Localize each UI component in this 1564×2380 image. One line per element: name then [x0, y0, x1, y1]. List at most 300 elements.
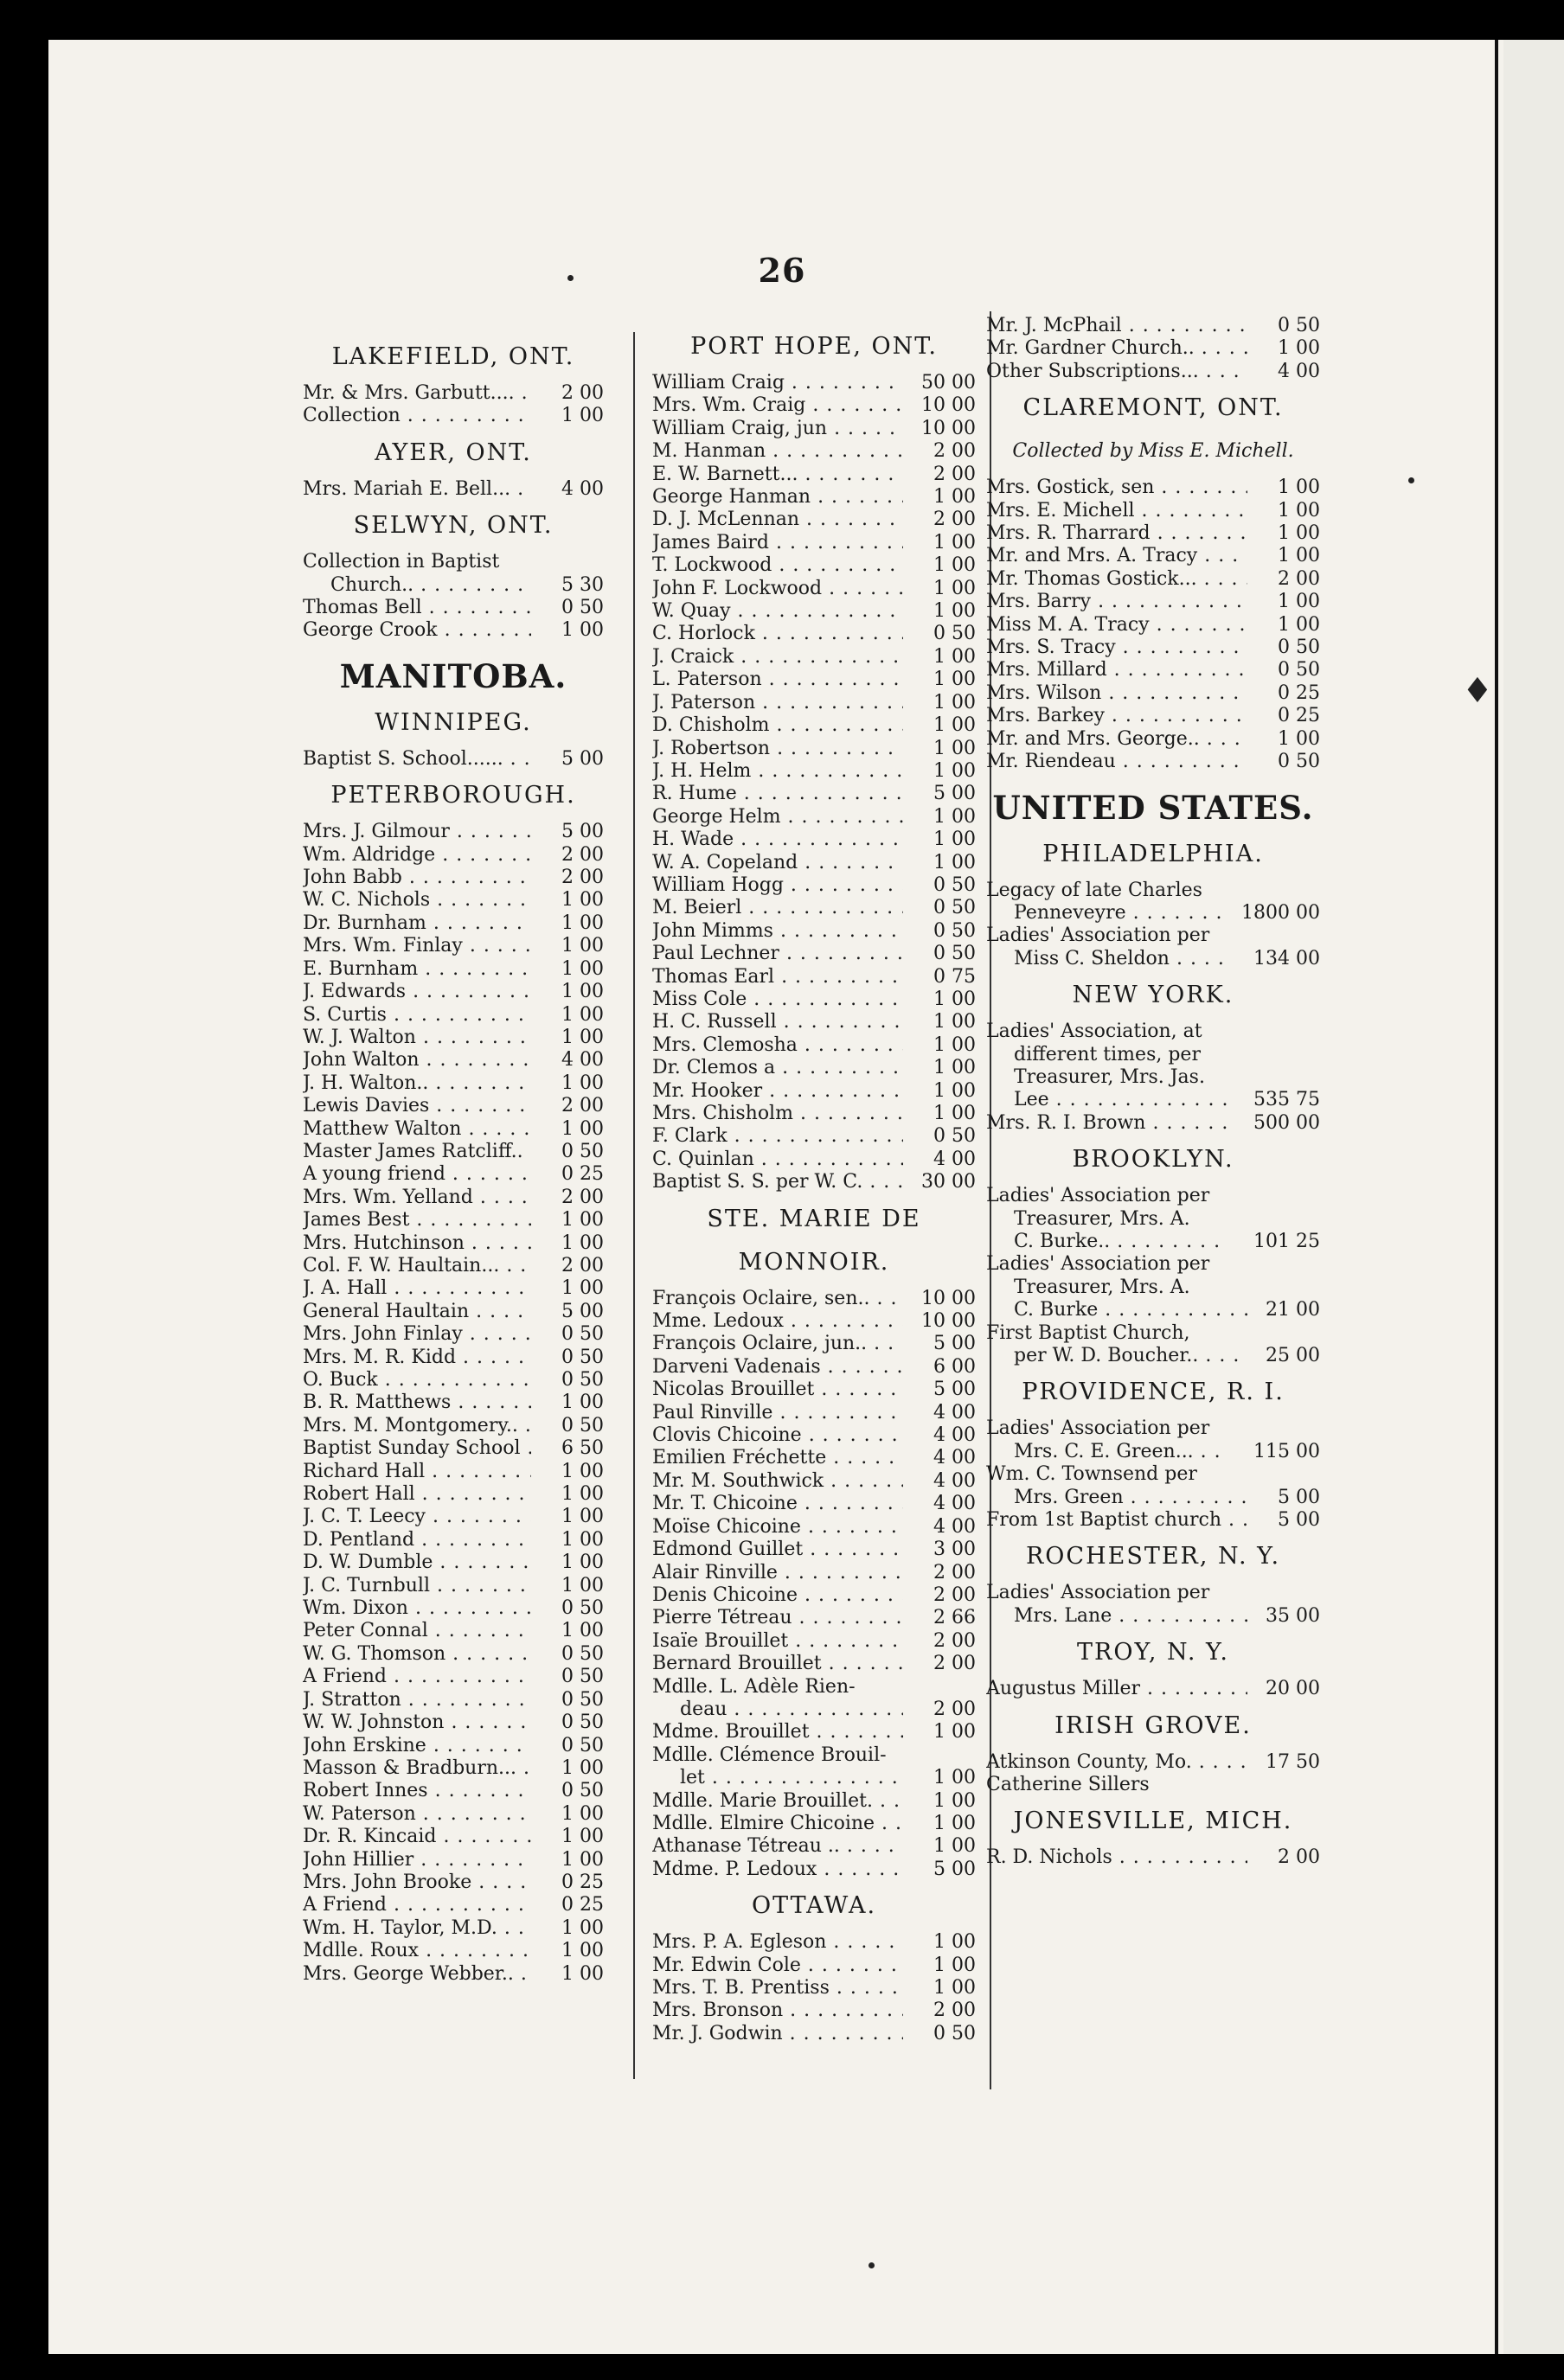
- subscriber-name: Baptist S. S. per W. C. . . .: [652, 1171, 903, 1193]
- subscription-amount: 1 00: [1278, 727, 1320, 750]
- subscriber-name: L. Paterson . . .: [652, 669, 903, 691]
- subscriber-name: James Best . . .: [303, 1209, 531, 1232]
- subscriber-name: William Hogg . . .: [652, 874, 903, 897]
- subscriber-entry: [652, 738, 976, 760]
- subscriber-name: Catherine Sillers: [986, 1774, 1150, 1796]
- subscriber-name: Mrs. M. Montgomery.. . . .: [303, 1415, 531, 1437]
- subscription-amount: 2 00: [561, 1254, 604, 1276]
- subscriber-entry: [303, 1849, 604, 1871]
- subscriber-entry: [986, 614, 1320, 637]
- subscription-amount: 1 00: [561, 1392, 604, 1414]
- subscriber-name: Isaïe Brouillet . . .: [652, 1630, 903, 1653]
- subscriber-name: Thomas Earl . . .: [652, 966, 903, 988]
- subscriber-name: Ladies' Association per: [986, 1185, 1210, 1207]
- subscriber-entry: [652, 1080, 976, 1103]
- subscriber-name: Mr. and Mrs. A. Tracy . . .: [986, 545, 1247, 567]
- subscription-amount: 4 00: [561, 477, 604, 500]
- subscription-amount: 0 50: [561, 1597, 604, 1620]
- subscriber-entry: [986, 880, 1320, 902]
- subscriber-entry: [303, 1666, 604, 1688]
- subscriber-name: Mrs. S. Tracy . . .: [986, 637, 1247, 659]
- subscriber-entry: [986, 1185, 1320, 1207]
- subscriber-entry: [652, 760, 976, 783]
- subscription-amount: 2 00: [933, 1583, 976, 1606]
- subscriber-entry: [303, 981, 604, 1003]
- subscriber-name: Paul Lechner . . .: [652, 943, 903, 965]
- subscription-amount: 1 00: [933, 669, 976, 691]
- subscription-amount: 2 00: [933, 509, 976, 531]
- subscription-amount: 1 00: [561, 935, 604, 957]
- subscription-amount: 2 00: [561, 867, 604, 889]
- subscription-amount: 20 00: [1266, 1678, 1320, 1700]
- subscriber-name: Other Subscriptions... . . .: [986, 361, 1247, 383]
- subscriber-entry: [303, 405, 604, 427]
- subscriber-entry: [986, 1846, 1320, 1869]
- subscriber-name: R. D. Nichols . . .: [986, 1846, 1247, 1869]
- subscriber-name: different times, per: [1014, 1043, 1201, 1065]
- subscription-amount: 1 00: [561, 1483, 604, 1506]
- subscription-amount: 5 00: [1278, 1509, 1320, 1532]
- subscriber-name: W. W. Johnston . . .: [303, 1711, 531, 1734]
- subscriber-name: Ladies' Association per: [986, 1582, 1210, 1604]
- subscription-amount: 1 00: [933, 1767, 976, 1789]
- subscriber-name: A Friend . . .: [303, 1666, 531, 1688]
- subscription-amount: 0 50: [561, 1346, 604, 1368]
- subscriber-entry: [986, 1276, 1320, 1299]
- subscriber-name: Mrs. T. B. Prentiss . . .: [652, 1977, 903, 1999]
- subscriber-entry: [303, 1027, 604, 1049]
- subscriber-name: E. Burnham . . .: [303, 958, 531, 981]
- subscriber-name: Masson & Bradburn... . . .: [303, 1757, 531, 1780]
- subscriber-entry: [652, 1790, 976, 1813]
- subscription-amount: 10 00: [921, 1310, 976, 1333]
- subscriber-entry: [303, 1369, 604, 1392]
- subscription-amount: 2 00: [933, 1698, 976, 1720]
- subscription-amount: 0 50: [1278, 659, 1320, 681]
- subscriber-name: Mr. and Mrs. George.. . . .: [986, 728, 1247, 751]
- section-heading: PROVIDENCE, R. I.: [1022, 1379, 1285, 1406]
- subscription-amount: 0 25: [1278, 681, 1320, 704]
- subscription-amount: 0 50: [561, 1642, 604, 1665]
- subscriber-entry: [652, 1607, 976, 1629]
- subscriber-entry: [986, 1020, 1320, 1043]
- subscription-amount: 0 50: [561, 1734, 604, 1756]
- subscriber-name: M. Hanman . . .: [652, 440, 903, 463]
- subscriber-entry: [652, 966, 976, 988]
- facing-page-strip: [1503, 40, 1564, 2354]
- subscription-amount: 1 00: [561, 619, 604, 642]
- subscriber-entry: [303, 1757, 604, 1780]
- subscriber-entry: [986, 1509, 1320, 1532]
- subscriber-entry: [303, 1301, 604, 1323]
- subscriber-entry: [303, 1232, 604, 1255]
- subscriber-entry: [303, 1620, 604, 1642]
- subscriber-entry: [986, 522, 1320, 545]
- subscriber-name: J. H. Helm . . .: [652, 760, 903, 783]
- subscriber-entry: [303, 1643, 604, 1666]
- subscription-amount: 1 00: [933, 1721, 976, 1743]
- subscription-amount: 5 00: [933, 1333, 976, 1355]
- subscriber-name: Mdlle. L. Adèle Rien-: [652, 1675, 856, 1698]
- subscriber-name: John Hillier . . .: [303, 1849, 531, 1871]
- subscription-amount: 1 00: [933, 805, 976, 828]
- subscriber-name: Mr. T. Chicoine . . .: [652, 1493, 903, 1515]
- subscription-amount: 0 50: [933, 897, 976, 919]
- subscription-amount: 4 00: [1278, 360, 1320, 382]
- subscription-amount: 4 00: [933, 1424, 976, 1447]
- subscriber-entry: [652, 669, 976, 691]
- subscriber-name: John F. Lockwood . . .: [652, 578, 903, 600]
- subscriber-entry: [652, 372, 976, 394]
- subscriber-name: Mrs. J. Gilmour . . .: [303, 821, 531, 843]
- subscriber-entry: [652, 554, 976, 577]
- subscription-amount: 0 75: [933, 965, 976, 988]
- subscriber-name: Lee . . .: [986, 1089, 1228, 1111]
- subscriber-entry: [303, 889, 604, 912]
- subscriber-entry: [303, 1506, 604, 1528]
- subscriber-name: Paul Rinville . . .: [652, 1402, 903, 1424]
- subscription-amount: 0 50: [1278, 751, 1320, 773]
- subscriber-entry: [652, 1310, 976, 1333]
- subscriber-name: D. Chisholm . . .: [652, 714, 903, 737]
- subscriber-name: Wm. C. Townsend per: [986, 1463, 1197, 1486]
- subscriber-name: Legacy of late Charles: [986, 879, 1202, 901]
- subscription-amount: 1 00: [933, 1057, 976, 1079]
- subscriber-name: Mme. Ledoux . . .: [652, 1310, 903, 1333]
- subscriber-name: Mrs. Mariah E. Bell... . . .: [303, 478, 531, 501]
- subscriber-name: Baptist Sunday School . . .: [303, 1437, 531, 1460]
- subscriber-entry: [303, 1597, 604, 1620]
- subscriber-entry: [303, 1072, 604, 1095]
- subscriber-entry: [986, 1605, 1320, 1628]
- subscription-amount: 115 00: [1253, 1440, 1320, 1462]
- subscription-amount: 0 25: [561, 1894, 604, 1916]
- subscription-amount: 4 00: [933, 1447, 976, 1469]
- subscriber-entry: [652, 464, 976, 486]
- subscriber-name: F. Clark . . .: [652, 1125, 903, 1148]
- section-heading: NEW YORK.: [1072, 982, 1234, 1009]
- subscriber-name: O. Buck . . .: [303, 1369, 531, 1392]
- subscriber-name: Athanase Tétreau .. . . .: [652, 1835, 903, 1858]
- subscriber-entry: [652, 2023, 976, 2045]
- subscription-amount: 2 00: [1278, 567, 1320, 590]
- subscriber-name: Mrs. Barry . . .: [986, 591, 1247, 613]
- subscriber-entry: [652, 1699, 976, 1721]
- subscriber-entry: [303, 1392, 604, 1414]
- subscription-amount: 10 00: [921, 1287, 976, 1309]
- subscriber-entry: [652, 1171, 976, 1193]
- subscriber-name: D. J. McLennan . . .: [652, 509, 903, 531]
- subscriber-entry: [303, 1826, 604, 1848]
- subscriber-name: Mrs. Bronson . . .: [652, 1999, 903, 2022]
- subscriber-entry: [652, 1125, 976, 1148]
- subscriber-entry: [986, 1345, 1320, 1367]
- subscriber-entry: [986, 1299, 1320, 1321]
- subscription-amount: 1 00: [561, 1916, 604, 1939]
- subscription-amount: 2 00: [933, 463, 976, 485]
- subscriber-name: Dr. Clemos a . . .: [652, 1057, 903, 1079]
- subscription-amount: 1 00: [561, 405, 604, 427]
- subscriber-entry: [986, 1322, 1320, 1345]
- subscriber-entry: [652, 1148, 976, 1171]
- subscription-amount: 2 00: [561, 843, 604, 866]
- subscription-amount: 134 00: [1253, 947, 1320, 969]
- subscription-amount: 1 00: [1278, 337, 1320, 360]
- subscription-amount: 1 00: [933, 1835, 976, 1858]
- subscriber-name: Col. F. W. Haultain... . . .: [303, 1255, 531, 1277]
- subscriber-name: Ladies' Association per: [986, 1253, 1210, 1276]
- subscriber-entry: [303, 1871, 604, 1894]
- subscription-amount: 1 00: [561, 1528, 604, 1551]
- subscriber-entry: [986, 1678, 1320, 1700]
- subscriber-entry: [303, 597, 604, 619]
- subscriber-entry: [652, 897, 976, 919]
- subscription-amount: 0 25: [561, 1871, 604, 1893]
- subscriber-name: W. A. Copeland . . .: [652, 852, 903, 874]
- subscriber-name: W. G. Thomson . . .: [303, 1643, 531, 1666]
- subscription-amount: 0 50: [561, 1414, 604, 1436]
- subscriber-name: Mrs. Gostick, sen . . .: [986, 477, 1247, 499]
- subscription-amount: 1 00: [561, 1117, 604, 1140]
- subscriber-entry: [652, 874, 976, 897]
- subscriber-name: Clovis Chicoine . . .: [652, 1424, 903, 1447]
- subscriber-entry: [303, 1347, 604, 1369]
- subscriber-name: J. H. Walton.. . . .: [303, 1072, 531, 1095]
- subscriber-entry: [652, 1034, 976, 1057]
- subscriber-entry: [303, 1049, 604, 1072]
- subscriber-entry: [986, 1441, 1320, 1463]
- subscription-amount: 10 00: [921, 394, 976, 417]
- subscriber-entry: [303, 1415, 604, 1437]
- subscription-amount: 1 00: [561, 1848, 604, 1871]
- subscriber-entry: [303, 1483, 604, 1506]
- section-heading: UNITED STATES.: [992, 788, 1314, 827]
- subscriber-name: J. A. Hall . . .: [303, 1277, 531, 1300]
- subscription-amount: 2 00: [561, 1186, 604, 1208]
- subscriber-entry: [986, 1231, 1320, 1253]
- subscriber-entry: [652, 1999, 976, 2022]
- subscriber-name: Penneveyre . . .: [986, 902, 1228, 924]
- subscription-amount: 2 00: [933, 1629, 976, 1652]
- subscriber-entry: [303, 1187, 604, 1209]
- section-heading: BROOKLYN.: [1072, 1146, 1234, 1174]
- subscriber-entry: [986, 637, 1320, 659]
- subscriber-entry: [986, 315, 1320, 337]
- subscriber-name: Wm. H. Taylor, M.D. . . .: [303, 1917, 531, 1940]
- subscription-amount: 17 50: [1266, 1750, 1320, 1773]
- subscriber-name: François Oclaire, sen.. . . .: [652, 1288, 903, 1310]
- subscription-amount: 1 00: [561, 1802, 604, 1825]
- column-rule: [633, 332, 635, 2079]
- subscription-amount: 1 00: [561, 1209, 604, 1232]
- subscriber-name: W. Paterson . . .: [303, 1803, 531, 1826]
- subscriber-name: Treasurer, Mrs. A.: [1014, 1207, 1190, 1230]
- subscriber-name: C. Horlock . . .: [652, 623, 903, 645]
- subscription-amount: 535 75: [1253, 1089, 1320, 1111]
- subscriber-name: Mrs. Wm. Yelland . . .: [303, 1187, 531, 1209]
- subscriber-entry: [652, 1630, 976, 1653]
- subscriber-entry: [652, 806, 976, 829]
- section-heading: CLAREMONT, ONT.: [1022, 394, 1284, 422]
- section-heading: STE. MARIE DE: [707, 1205, 921, 1232]
- subscriber-entry: [303, 935, 604, 957]
- subscriber-entry: [652, 1562, 976, 1584]
- subscription-amount: 1 00: [933, 1011, 976, 1033]
- subscriber-name: Peter Connal . . .: [303, 1620, 531, 1642]
- subscriber-name: Collection in Baptist: [303, 551, 500, 573]
- section-heading: MANITOBA.: [339, 656, 567, 695]
- subscriber-name: General Haultain . . .: [303, 1301, 531, 1323]
- subscription-amount: 1 00: [561, 912, 604, 934]
- subscriber-entry: [986, 924, 1320, 947]
- subscriber-name: H. C. Russell . . .: [652, 1011, 903, 1033]
- subscriber-name: Lewis Davies . . .: [303, 1095, 531, 1117]
- subscription-amount: 0 50: [561, 597, 604, 619]
- subscription-amount: 5 00: [933, 1379, 976, 1401]
- subscriber-entry: [986, 1463, 1320, 1486]
- subscription-amount: 1 00: [561, 1003, 604, 1026]
- subscription-amount: 5 00: [933, 1858, 976, 1880]
- subscription-amount: 1 00: [933, 1954, 976, 1976]
- subscription-amount: 1 00: [933, 1789, 976, 1812]
- subscription-amount: 0 50: [561, 1711, 604, 1734]
- subscriber-entry: [303, 1551, 604, 1574]
- subscriber-entry: [986, 361, 1320, 383]
- section-heading: AYER, ONT.: [375, 438, 532, 466]
- subscriber-entry: [986, 1582, 1320, 1604]
- subscription-amount: 0 50: [933, 919, 976, 942]
- subscription-amount: 1 00: [1278, 477, 1320, 499]
- subscription-amount: 10 00: [921, 417, 976, 439]
- subscriber-entry: [986, 1751, 1320, 1774]
- subscription-amount: 1 00: [933, 737, 976, 759]
- subscription-amount: 1 00: [561, 889, 604, 912]
- subscription-amount: 0 50: [1278, 315, 1320, 336]
- subscriber-entry: [652, 1493, 976, 1515]
- subscriber-name: First Baptist Church,: [986, 1321, 1190, 1344]
- subscriber-entry: [652, 394, 976, 417]
- ink-blot: ♦: [1462, 671, 1493, 711]
- subscriber-name: William Craig . . .: [652, 372, 903, 394]
- subscriber-name: per W. D. Boucher.. . . .: [986, 1345, 1247, 1367]
- subscription-amount: 1 00: [561, 1620, 604, 1642]
- subscription-amount: 0 50: [561, 1369, 604, 1391]
- subscriber-entry: [652, 532, 976, 554]
- section-heading: PETERBOROUGH.: [330, 782, 576, 809]
- subscriber-entry: [986, 1112, 1320, 1135]
- subscriber-entry: [652, 943, 976, 965]
- subscriber-entry: [652, 1539, 976, 1561]
- subscription-amount: 5 00: [561, 1300, 604, 1322]
- subscriber-name: Moïse Chicoine . . .: [652, 1516, 903, 1539]
- subscriber-name: Wm. Aldridge . . .: [303, 844, 531, 867]
- subscription-amount: 3 00: [933, 1539, 976, 1561]
- subscriber-entry: [652, 1103, 976, 1125]
- subscriber-name: Mrs. R. I. Brown . . .: [986, 1112, 1228, 1135]
- subscriber-name: Denis Chicoine . . .: [652, 1584, 903, 1607]
- subscription-amount: 0 50: [561, 1688, 604, 1711]
- subscriber-entry: [303, 821, 604, 843]
- subscriber-name: Nicolas Brouillet . . .: [652, 1379, 903, 1401]
- subscriber-name: let . . .: [652, 1767, 903, 1789]
- subscription-amount: 0 25: [1278, 705, 1320, 727]
- subscriber-entry: [652, 1835, 976, 1858]
- subscriber-name: William Craig, jun . . .: [652, 418, 903, 440]
- subscription-amount: 1 00: [933, 1079, 976, 1102]
- subscriber-entry: [986, 1417, 1320, 1440]
- subscriber-entry: [303, 1141, 604, 1163]
- section-heading: Collected by Miss E. Michell.: [1012, 440, 1294, 463]
- subscriber-name: Mdme. P. Ledoux . . .: [652, 1859, 903, 1881]
- subscription-amount: 1 00: [561, 1826, 604, 1848]
- subscriber-name: Mr. Riendeau . . .: [986, 751, 1247, 773]
- subscription-amount: 5 00: [561, 747, 604, 770]
- subscription-amount: 0 50: [933, 873, 976, 896]
- subscription-amount: 25 00: [1266, 1345, 1320, 1366]
- section-heading-line2: MONNOIR.: [738, 1248, 890, 1276]
- subscriber-name: C. Burke . . .: [986, 1299, 1247, 1321]
- subscriber-name: Mr. J. McPhail . . .: [986, 315, 1247, 337]
- subscriber-entry: [303, 574, 604, 597]
- subscriber-entry: [986, 659, 1320, 681]
- subscriber-entry: [303, 1529, 604, 1551]
- subscriber-entry: [986, 948, 1320, 970]
- subscriber-name: Ladies' Association per: [986, 1417, 1210, 1440]
- subscriber-name: George Hanman . . .: [652, 486, 903, 509]
- subscriber-name: B. R. Matthews . . .: [303, 1392, 531, 1414]
- subscriber-name: Atkinson County, Mo. . . .: [986, 1751, 1247, 1774]
- subscriber-entry: [652, 1767, 976, 1789]
- subscriber-entry: [652, 486, 976, 509]
- section-heading: LAKEFIELD, ONT.: [331, 343, 575, 370]
- subscription-amount: 1 00: [561, 1072, 604, 1094]
- subscriber-name: François Oclaire, jun.. . . .: [652, 1333, 903, 1355]
- subscriber-name: J. Edwards . . .: [303, 981, 531, 1003]
- subscription-amount: 101 25: [1253, 1230, 1320, 1252]
- subscriber-name: A young friend . . .: [303, 1163, 531, 1186]
- subscription-amount: 1 00: [561, 1277, 604, 1300]
- subscription-amount: 1 00: [933, 759, 976, 782]
- subscription-amount: 1 00: [561, 1026, 604, 1048]
- subscriber-entry: [303, 1437, 604, 1460]
- column-1: [303, 332, 604, 1986]
- subscriber-entry: [303, 478, 604, 501]
- subscriber-name: R. Hume . . .: [652, 783, 903, 805]
- subscriber-name: Mrs. Chisholm . . .: [652, 1103, 903, 1125]
- subscriber-entry: [303, 912, 604, 935]
- section-heading: TROY, N. Y.: [1077, 1639, 1229, 1667]
- subscriber-name: Baptist S. School...... . . .: [303, 748, 531, 771]
- subscription-amount: 4 00: [933, 1401, 976, 1424]
- subscriber-name: Mr. J. Godwin . . .: [652, 2023, 903, 2045]
- subscriber-entry: [986, 477, 1320, 499]
- subscription-amount: 1 00: [1278, 591, 1320, 613]
- subscriber-name: H. Wade . . .: [652, 829, 903, 851]
- subscriber-entry: [652, 578, 976, 600]
- subscriber-entry: [652, 1057, 976, 1079]
- subscription-amount: 0 50: [1278, 637, 1320, 659]
- subscriber-name: Mr. Gardner Church.. . . .: [986, 337, 1247, 360]
- page-number: 26: [758, 251, 806, 290]
- section-heading: SELWYN, ONT.: [353, 512, 554, 540]
- subscription-amount: 2 00: [933, 440, 976, 463]
- subscriber-name: Mdlle. Elmire Chicoine . . .: [652, 1813, 903, 1835]
- subscriber-name: Mrs. Green . . .: [986, 1487, 1247, 1509]
- subscriber-entry: [303, 1735, 604, 1757]
- subscription-amount: 0 50: [933, 1125, 976, 1148]
- subscriber-entry: [986, 902, 1320, 924]
- subscription-amount: 1 00: [561, 1756, 604, 1779]
